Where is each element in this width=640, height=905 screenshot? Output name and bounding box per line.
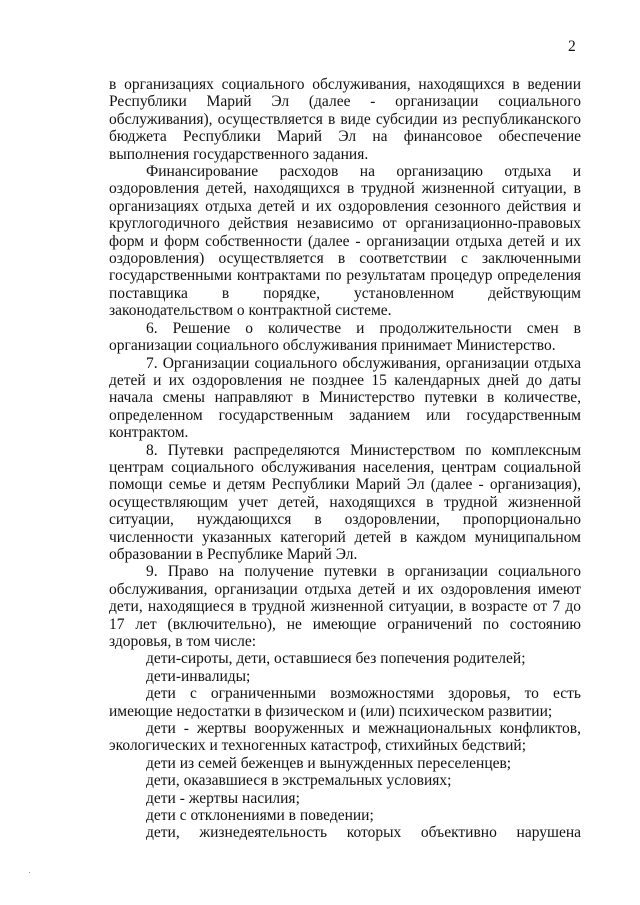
scan-speck	[29, 872, 30, 873]
page-number: 2	[568, 38, 576, 55]
list-item: дети - жертвы вооруженных и межнациональных конфликтов, экологических и техногенных катастроф, стихийных бедствий;	[109, 720, 581, 755]
list-item: дети, оказавшиеся в экстремальных условиях;	[146, 772, 452, 790]
paragraph-item-7: 7. Организации социального обслуживания, организации отдыха детей и их оздоровления не позднее 15 календарных дней до даты начала смены направляют в Министерство путевки в количестве, определенном государственным заданием или государственным контрактом.	[109, 354, 581, 442]
paragraph-subsidy-continuation: в организациях социального обслуживания, находящихся в ведении Республики Марий Эл (далее - организации социального обслуживания), осуществляется в виде субсидии из республиканского бюджета Республики Марий Эл на финансовое обеспечение выполнения государственного задания.	[109, 76, 581, 163]
paragraph-item-6: 6. Решение о количестве и продолжительности смен в организации социального обслуживания принимает Министерство.	[109, 319, 581, 355]
list-item: дети, жизнедеятельность которых объективно нарушена	[146, 824, 581, 842]
list-item: дети с отклонениями в поведении;	[146, 807, 374, 825]
paragraph-item-8: 8. Путевки распределяются Министерством по комплексным центрам социального обслуживания населения, центрам социальной помощи семье и детям Республики Марий Эл (далее - организация), осуществляющим учет детей, находящихся в трудной жизненной ситуации, нуждающихся в оздоровлении, пропорционально численности указанных категорий детей в каждом муниципальном образовании в Республике Марий Эл.	[109, 441, 581, 563]
list-item: дети-инвалиды;	[146, 667, 251, 685]
list-item: дети из семей беженцев и вынужденных переселенцев;	[146, 754, 512, 772]
list-item: дети - жертвы насилия;	[146, 789, 300, 807]
paragraph-financing: Финансирование расходов на организацию отдыха и оздоровления детей, находящихся в трудной жизненной ситуации, в организациях отдыха детей и их оздоровления сезонного действия и круглогодичного действия независимо от организационно-правовых форм и форм собственности (далее - организации отдыха детей и их оздоровления) осуществляется в соответствии с заключенными государственными контрактами по результатам процедур определения поставщика в порядке, установленном действующим законодательством о контрактной системе.	[109, 163, 581, 320]
list-item: дети-сироты, дети, оставшиеся без попечения родителей;	[146, 650, 526, 668]
document-body	[109, 76, 581, 842]
list-item: дети с ограниченными возможностями здоровья, то есть имеющие недостатки в физическом и (или) психическом развитии;	[109, 685, 581, 720]
paragraph-item-9: 9. Право на получение путевки в организации социального обслуживания, организации отдыха детей и их оздоровления имеют дети, находящиеся в трудной жизненной ситуации, в возрасте от 7 до 17 лет (включительно), не имеющие ограничений по состоянию здоровья, в том числе:	[109, 563, 581, 650]
